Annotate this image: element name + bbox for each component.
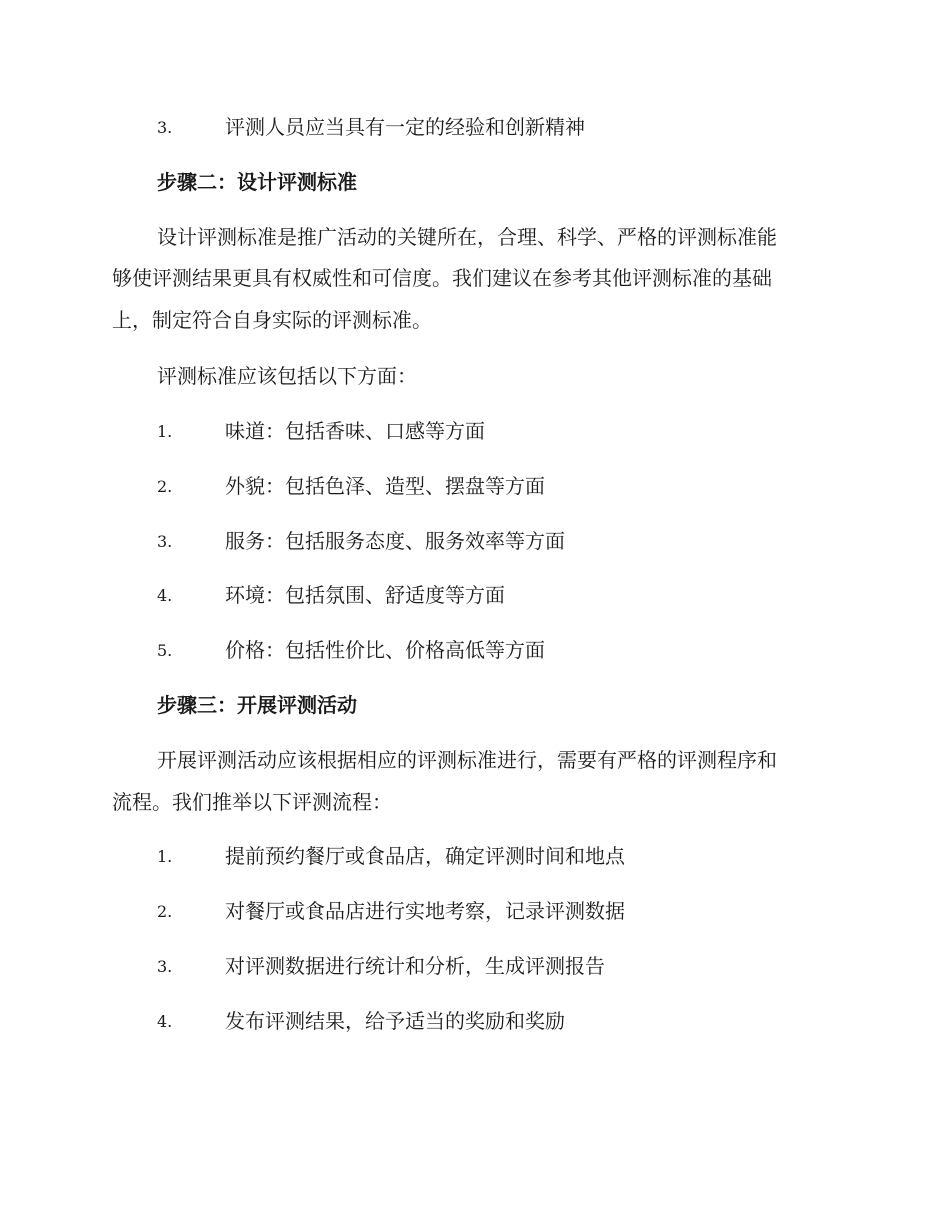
- list-item-text: 对餐厅或食品店进行实地考察，记录评测数据: [225, 899, 625, 923]
- paragraph-line: 够使评测结果更具有权威性和可信度。我们建议在参考其他评测标准的基础: [112, 266, 772, 290]
- paragraph-line: 上，制定符合自身实际的评测标准。: [112, 308, 432, 332]
- list-item-number: 5.: [157, 641, 173, 660]
- list-item-text: 服务：包括服务态度、服务效率等方面: [225, 529, 565, 553]
- section-heading: 步骤二：设计评测标准: [157, 170, 357, 194]
- list-item-number: 1.: [157, 422, 173, 441]
- list-item-text: 发布评测结果，给予适当的奖励和奖励: [225, 1009, 565, 1033]
- list-item-number: 3.: [157, 118, 173, 137]
- list-item-text: 外貌：包括色泽、造型、摆盘等方面: [225, 474, 545, 498]
- paragraph-line: 开展评测活动应该根据相应的评测标准进行，需要有严格的评测程序和: [157, 748, 777, 772]
- paragraph-line: 流程。我们推举以下评测流程：: [112, 790, 392, 814]
- list-intro: 评测标准应该包括以下方面：: [157, 364, 417, 388]
- section-heading: 步骤三：开展评测活动: [157, 693, 357, 717]
- list-item-text: 提前预约餐厅或食品店，确定评测时间和地点: [225, 844, 625, 868]
- list-item-text: 价格：包括性价比、价格高低等方面: [225, 638, 545, 662]
- list-item-number: 3.: [157, 532, 173, 551]
- list-item-number: 3.: [157, 957, 173, 976]
- list-item-number: 4.: [157, 586, 173, 605]
- list-item-number: 2.: [157, 902, 173, 921]
- list-item-text: 味道：包括香味、口感等方面: [225, 419, 485, 443]
- list-item-number: 2.: [157, 477, 173, 496]
- list-item-number: 4.: [157, 1012, 173, 1031]
- list-item-text: 对评测数据进行统计和分析，生成评测报告: [225, 954, 605, 978]
- list-item-text: 评测人员应当具有一定的经验和创新精神: [225, 115, 585, 139]
- paragraph-line: 设计评测标准是推广活动的关键所在，合理、科学、严格的评测标准能: [157, 225, 777, 249]
- list-item-text: 环境：包括氛围、舒适度等方面: [225, 583, 505, 607]
- list-item-number: 1.: [157, 847, 173, 866]
